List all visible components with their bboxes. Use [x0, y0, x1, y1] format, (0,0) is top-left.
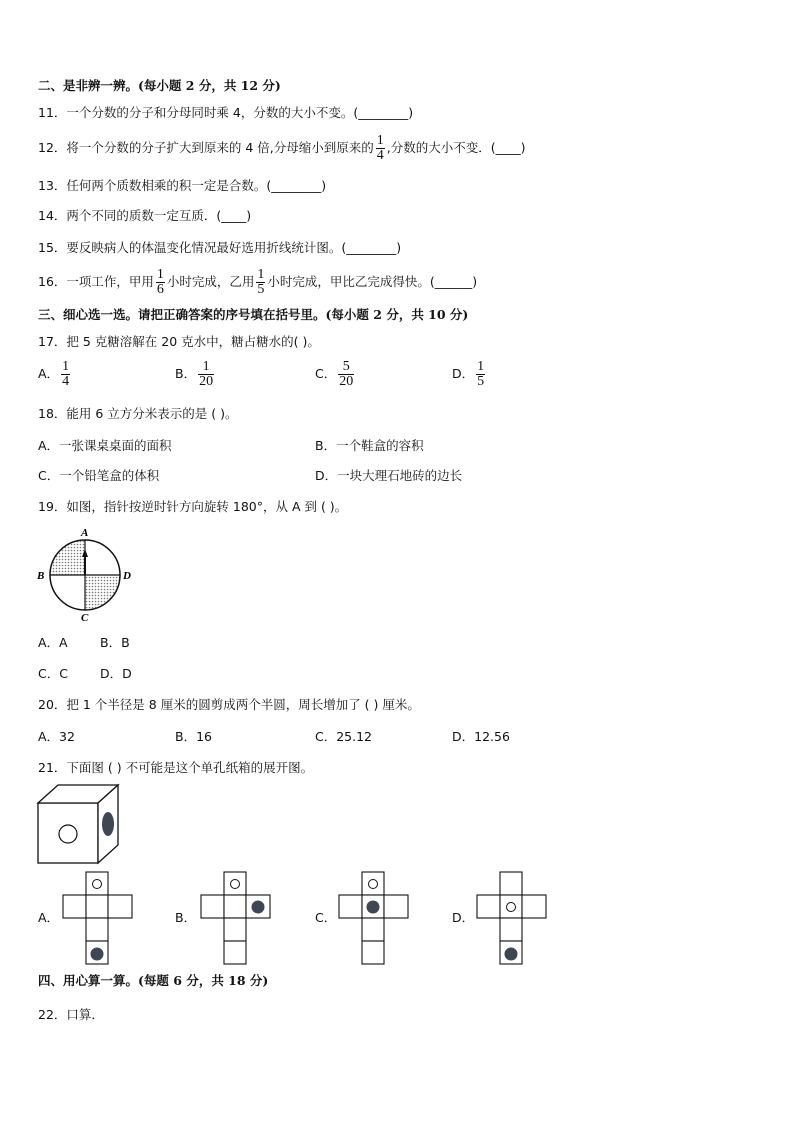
- q19-dial-figure: [34, 525, 139, 625]
- section2-title: 二、是非辨一辨。(每小题 2 分，共 12 分): [38, 78, 281, 93]
- question-22: 22．口算．: [38, 1007, 104, 1022]
- q21-option-d-label: D．: [452, 910, 475, 925]
- q12-denominator: 4: [376, 148, 384, 163]
- q19-label-d: D: [123, 570, 131, 582]
- q17-option-b: B． $\frac{1}{20}$: [175, 359, 214, 389]
- question-14: 14．两个不同的质数一定互质．(____): [38, 208, 252, 223]
- q20-option-d: D．12.56: [452, 729, 510, 744]
- q21-net-b: [200, 871, 272, 965]
- question-19: 19．如图，指针按逆时针方向旋转 180°，从 A 到 ( )。: [38, 499, 348, 514]
- question-20: 20．把 1 个半径是 8 厘米的圆剪成两个半圆，周长增加了 ( ) 厘米。: [38, 697, 420, 712]
- q12-text-after: ,分数的大小不变．(____): [386, 140, 526, 155]
- q21-open-hole-icon: [59, 825, 77, 843]
- net-c-filled-hole-icon: [367, 901, 380, 914]
- net-b-open-hole-icon: [231, 880, 240, 889]
- q16-f2-numerator: 1: [257, 267, 265, 282]
- q17-c-fraction: $\frac{5}{20}$: [339, 359, 354, 389]
- q17-option-c: C． $\frac{5}{20}$: [315, 359, 354, 389]
- q16-fraction-1: [156, 268, 165, 297]
- question-15: 15．要反映病人的体温变化情况最好选用折线统计图。(________): [38, 240, 402, 255]
- q19-label-a: A: [81, 527, 89, 539]
- q17-d-fraction: $\frac{1}{5}$: [477, 359, 485, 389]
- q17-a-fraction: $\frac{1}{4}$: [62, 359, 70, 389]
- q20-option-b: B．16: [175, 729, 212, 744]
- q12-fraction: [376, 134, 385, 163]
- q16-f1-denominator: 6: [156, 282, 164, 297]
- q18-option-a: A．一张课桌桌面的面积: [38, 438, 172, 453]
- q21-option-c-label: C．: [315, 910, 337, 925]
- q12-numerator: 1: [376, 133, 384, 148]
- q21-net-d: [476, 871, 548, 965]
- question-16: [38, 268, 477, 297]
- q17-b-fraction: $\frac{1}{20}$: [199, 359, 214, 389]
- question-17: 17．把 5 克糖溶解在 20 克水中，糖占糖水的( )。: [38, 334, 320, 349]
- q21-box-figure: [36, 783, 121, 865]
- q19-label-c: C: [81, 612, 89, 624]
- q16-fraction-2: [256, 268, 265, 297]
- q18-option-b: B．一个鞋盒的容积: [315, 438, 424, 453]
- q17-option-a: A． $\frac{1}{4}$: [38, 359, 70, 389]
- q16-f2-denominator: 5: [257, 282, 265, 297]
- q19-option-c: C．C: [38, 666, 68, 681]
- question-11: 11．一个分数的分子和分母同时乘 4，分数的大小不变。(________): [38, 105, 414, 120]
- question-18: 18．能用 6 立方分米表示的是 ( )。: [38, 406, 238, 421]
- q18-option-c: C．一个铅笔盒的体积: [38, 468, 160, 483]
- q17-option-d: D． $\frac{1}{5}$: [452, 359, 485, 389]
- net-d-filled-hole-icon: [505, 948, 518, 961]
- net-d-open-hole-icon: [507, 903, 516, 912]
- q21-option-b-label: B．: [175, 910, 197, 925]
- q18-option-d: D．一块大理石地砖的边长: [315, 468, 463, 483]
- net-c-open-hole-icon: [369, 880, 378, 889]
- q20-option-c: C．25.12: [315, 729, 373, 744]
- question-12: [38, 134, 526, 163]
- net-a-open-hole-icon: [93, 880, 102, 889]
- section4-title: 四、用心算一算。(每题 6 分，共 18 分): [38, 973, 269, 988]
- net-b-filled-hole-icon: [252, 901, 265, 914]
- net-a-filled-hole-icon: [91, 948, 104, 961]
- q12-text-before: 12．将一个分数的分子扩大到原来的 4 倍,分母缩小到原来的: [38, 140, 374, 155]
- q21-net-a: [62, 871, 134, 965]
- q16-f1-numerator: 1: [156, 267, 164, 282]
- q19-label-b: B: [37, 570, 45, 582]
- q19-option-a: A．A: [38, 635, 68, 650]
- q21-option-a-label: A．: [38, 910, 60, 925]
- section3-title: 三、细心选一选。请把正确答案的序号填在括号里。(每小题 2 分，共 10 分): [38, 307, 469, 322]
- q20-option-a: A．32: [38, 729, 75, 744]
- question-21: 21．下面图 ( ) 不可能是这个单孔纸箱的展开图。: [38, 760, 314, 775]
- q19-option-d: D．D: [100, 666, 132, 681]
- q21-net-c: [338, 871, 410, 965]
- q19-option-b: B．B: [100, 635, 130, 650]
- q16-text-a: 16．一项工作，甲用: [38, 274, 154, 289]
- q16-text-b: 小时完成，乙用: [166, 274, 255, 289]
- question-13: 13．任何两个质数相乘的积一定是合数。(________): [38, 178, 327, 193]
- q21-filled-hole-icon: [102, 812, 114, 836]
- q16-text-c: 小时完成，甲比乙完成得快。(______): [267, 274, 478, 289]
